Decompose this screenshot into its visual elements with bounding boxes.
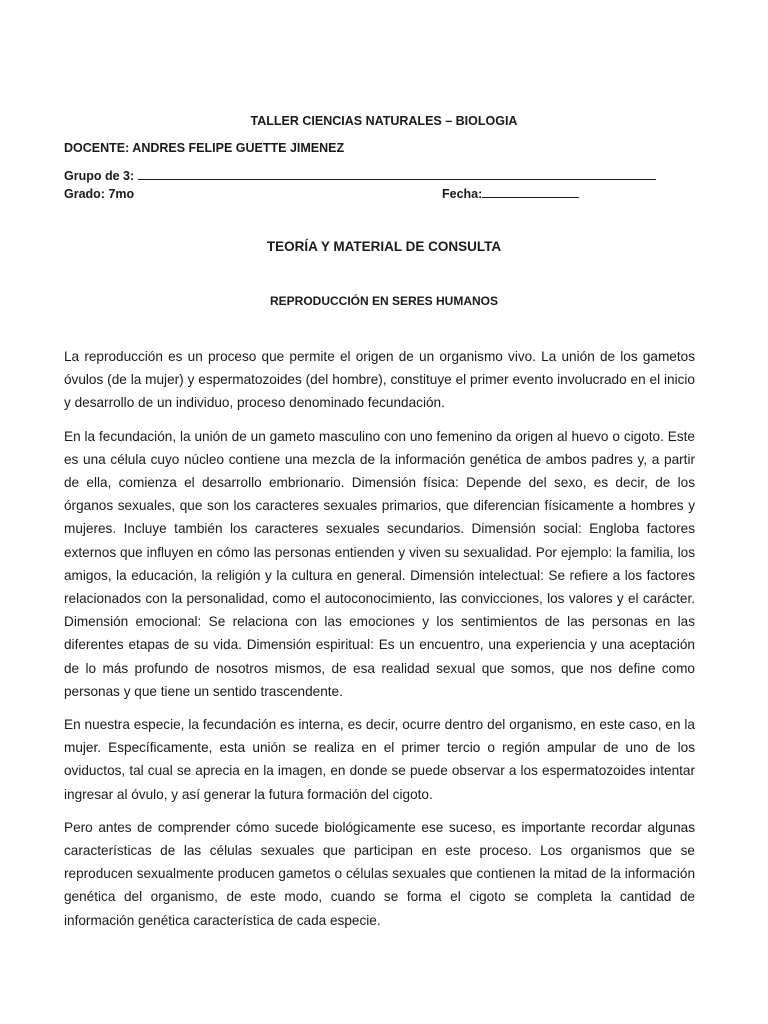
paragraph: En nuestra especie, la fecundación es interna, es decir, ocurre dentro del organismo, en este caso, en la mujer. Específicamente, esta unión se realiza en el primer tercio o región ampular de uno de los oviductos, tal cual se aprecia en la imagen, en donde se puede observar a los espermatozoides intentar ingresar al óvulo, y así generar la futura formación del cigoto.	[64, 717, 695, 802]
body-text	[64, 345, 695, 942]
date-blank	[482, 187, 579, 198]
date-line	[442, 187, 579, 201]
group-line	[64, 169, 656, 183]
date-label: Fecha:	[442, 187, 483, 201]
teacher-line: DOCENTE: ANDRES FELIPE GUETTE JIMENEZ	[64, 141, 345, 155]
grade-line: Grado: 7mo	[64, 187, 135, 201]
paragraph: La reproducción es un proceso que permite el origen de un organismo vivo. La unión de los gametos óvulos (de la mujer) y espermatozoides (del hombre), constituye el primer evento involucrado en el inicio y desarrollo de un individuo, proceso denominado fecundación.	[64, 349, 695, 411]
paragraph: En la fecundación, la unión de un gameto masculino con uno femenino da origen al huevo o cigoto. Este es una célula cuyo núcleo contiene una mezcla de la información genética de ambos padres y, a partir de ella, comienza el desarrollo embrionario. Dimensión física: Depende del sexo, es decir, de los órganos sexuales, que son los caracteres sexuales primarios, que diferencian físicamente a hombres y mujeres. Incluye también los caracteres sexuales secundarios. Dimensión social: Engloba factores externos que influyen en cómo las personas entienden y viven su sexualidad. Por ejemplo: la familia, los amigos, la educación, la religión y la cultura en general. Dimensión intelectual: Se refiere a los factores relacionados con la personalidad, como el autoconocimiento, las convicciones, los valores y el carácter. Dimensión emocional: Se relaciona con las emociones y los sentimientos de las personas en las diferentes etapas de su vida. Dimensión espiritual: Es un encuentro, una experiencia y una aceptación de lo más profundo de nosotros mismos, de esa realidad sexual que somos, que nos define como personas y que tiene un sentido trascendente.	[64, 428, 695, 699]
document-title: TALLER CIENCIAS NATURALES – BIOLOGIA	[250, 114, 518, 128]
group-blank	[138, 169, 656, 180]
section-heading: TEORÍA Y MATERIAL DE CONSULTA	[266, 239, 502, 254]
group-label: Grupo de 3:	[64, 169, 135, 183]
subsection-heading: REPRODUCCIÓN EN SERES HUMANOS	[269, 294, 499, 308]
paragraph: Pero antes de comprender cómo sucede biológicamente ese suceso, es importante recordar algunas características de las células sexuales que participan en este proceso. Los organismos que se reproducen sexualmente producen gametos o células sexuales que contienen la mitad de la información genética del organismo, de este modo, cuando se forma el cigoto se completa la cantidad de información genética característica de cada especie.	[64, 819, 695, 928]
